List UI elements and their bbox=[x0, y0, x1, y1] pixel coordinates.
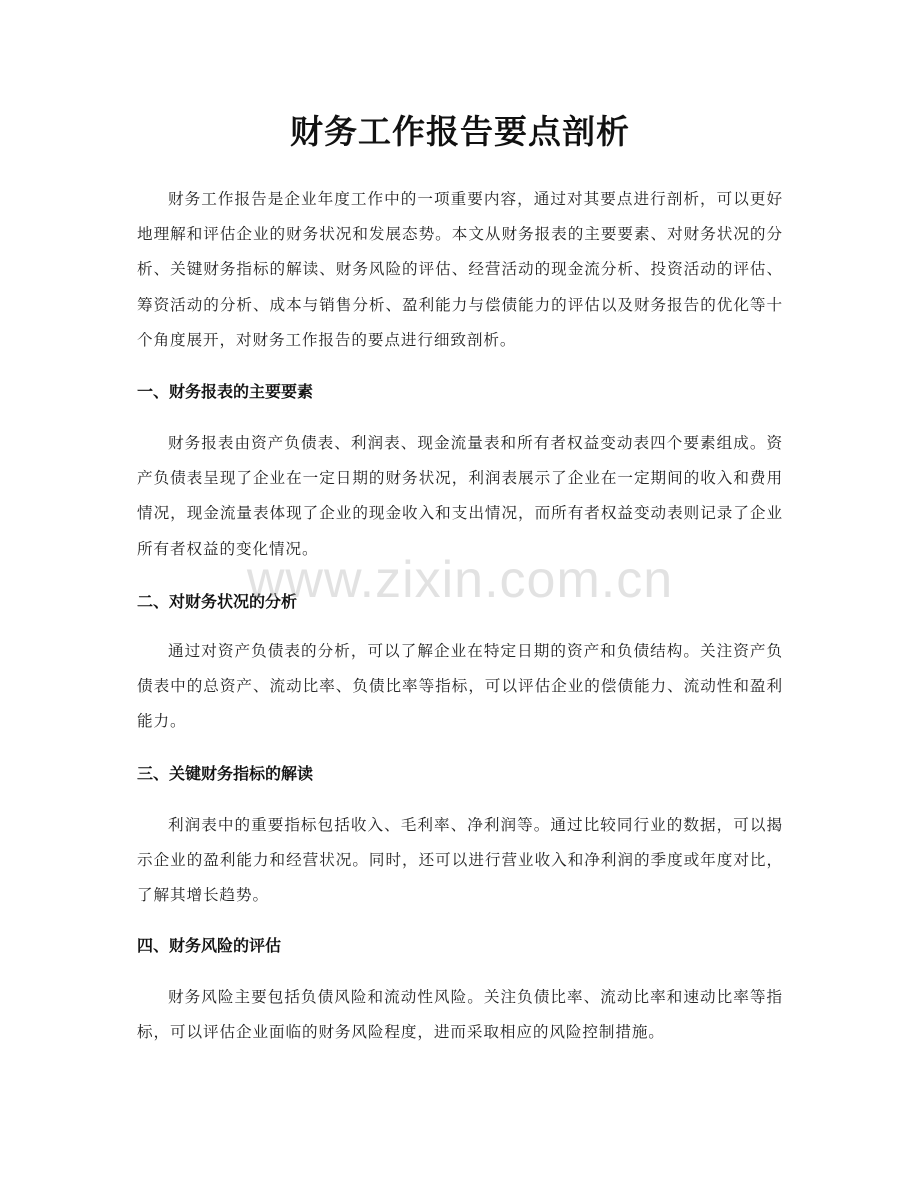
section-heading-2: 二、对财务状况的分析 bbox=[137, 592, 298, 611]
section-heading-1: 一、财务报表的主要要素 bbox=[137, 382, 314, 401]
section-paragraph-1: 财务报表由资产负债表、利润表、现金流量表和所有者权益变动表四个要素组成。资产负债表呈现了企业在一定日期的财务状况，利润表展示了企业在一定期间的收入和费用情况，现金流量表体现了企业的现金收入和支出情况，而所有者权益变动表则记录了企业所有者权益的变化情况。 bbox=[137, 434, 783, 558]
document-title: 财务工作报告要点剖析 bbox=[290, 112, 630, 151]
watermark-text: www.zixin.com.cn bbox=[246, 551, 674, 609]
intro-paragraph: 财务工作报告是企业年度工作中的一项重要内容，通过对其要点进行剖析，可以更好地理解和评估企业的财务状况和发展态势。本文从财务报表的主要要素、对财务状况的分析、关键财务指标的解读、财务风险的评估、经营活动的现金流分析、投资活动的评估、筹资活动的分析、成本与销售分析、盈利能力与偿债能力的评估以及财务报告的优化等十个角度展开，对财务工作报告的要点进行细致剖析。 bbox=[137, 190, 783, 349]
section-heading-4: 四、财务风险的评估 bbox=[137, 936, 282, 955]
section-heading-3: 三、关键财务指标的解读 bbox=[137, 764, 314, 783]
section-paragraph-2: 通过对资产负债表的分析，可以了解企业在特定日期的资产和负债结构。关注资产负债表中的总资产、流动比率、负债比率等指标，可以评估企业的偿债能力、流动性和盈利能力。 bbox=[137, 642, 783, 731]
section-paragraph-4: 财务风险主要包括负债风险和流动性风险。关注负债比率、流动比率和速动比率等指标，可以评估企业面临的财务风险程度，进而采取相应的风险控制措施。 bbox=[137, 988, 783, 1042]
section-paragraph-3: 利润表中的重要指标包括收入、毛利率、净利润等。通过比较同行业的数据，可以揭示企业的盈利能力和经营状况。同时，还可以进行营业收入和净利润的季度或年度对比，了解其增长趋势。 bbox=[137, 816, 783, 905]
